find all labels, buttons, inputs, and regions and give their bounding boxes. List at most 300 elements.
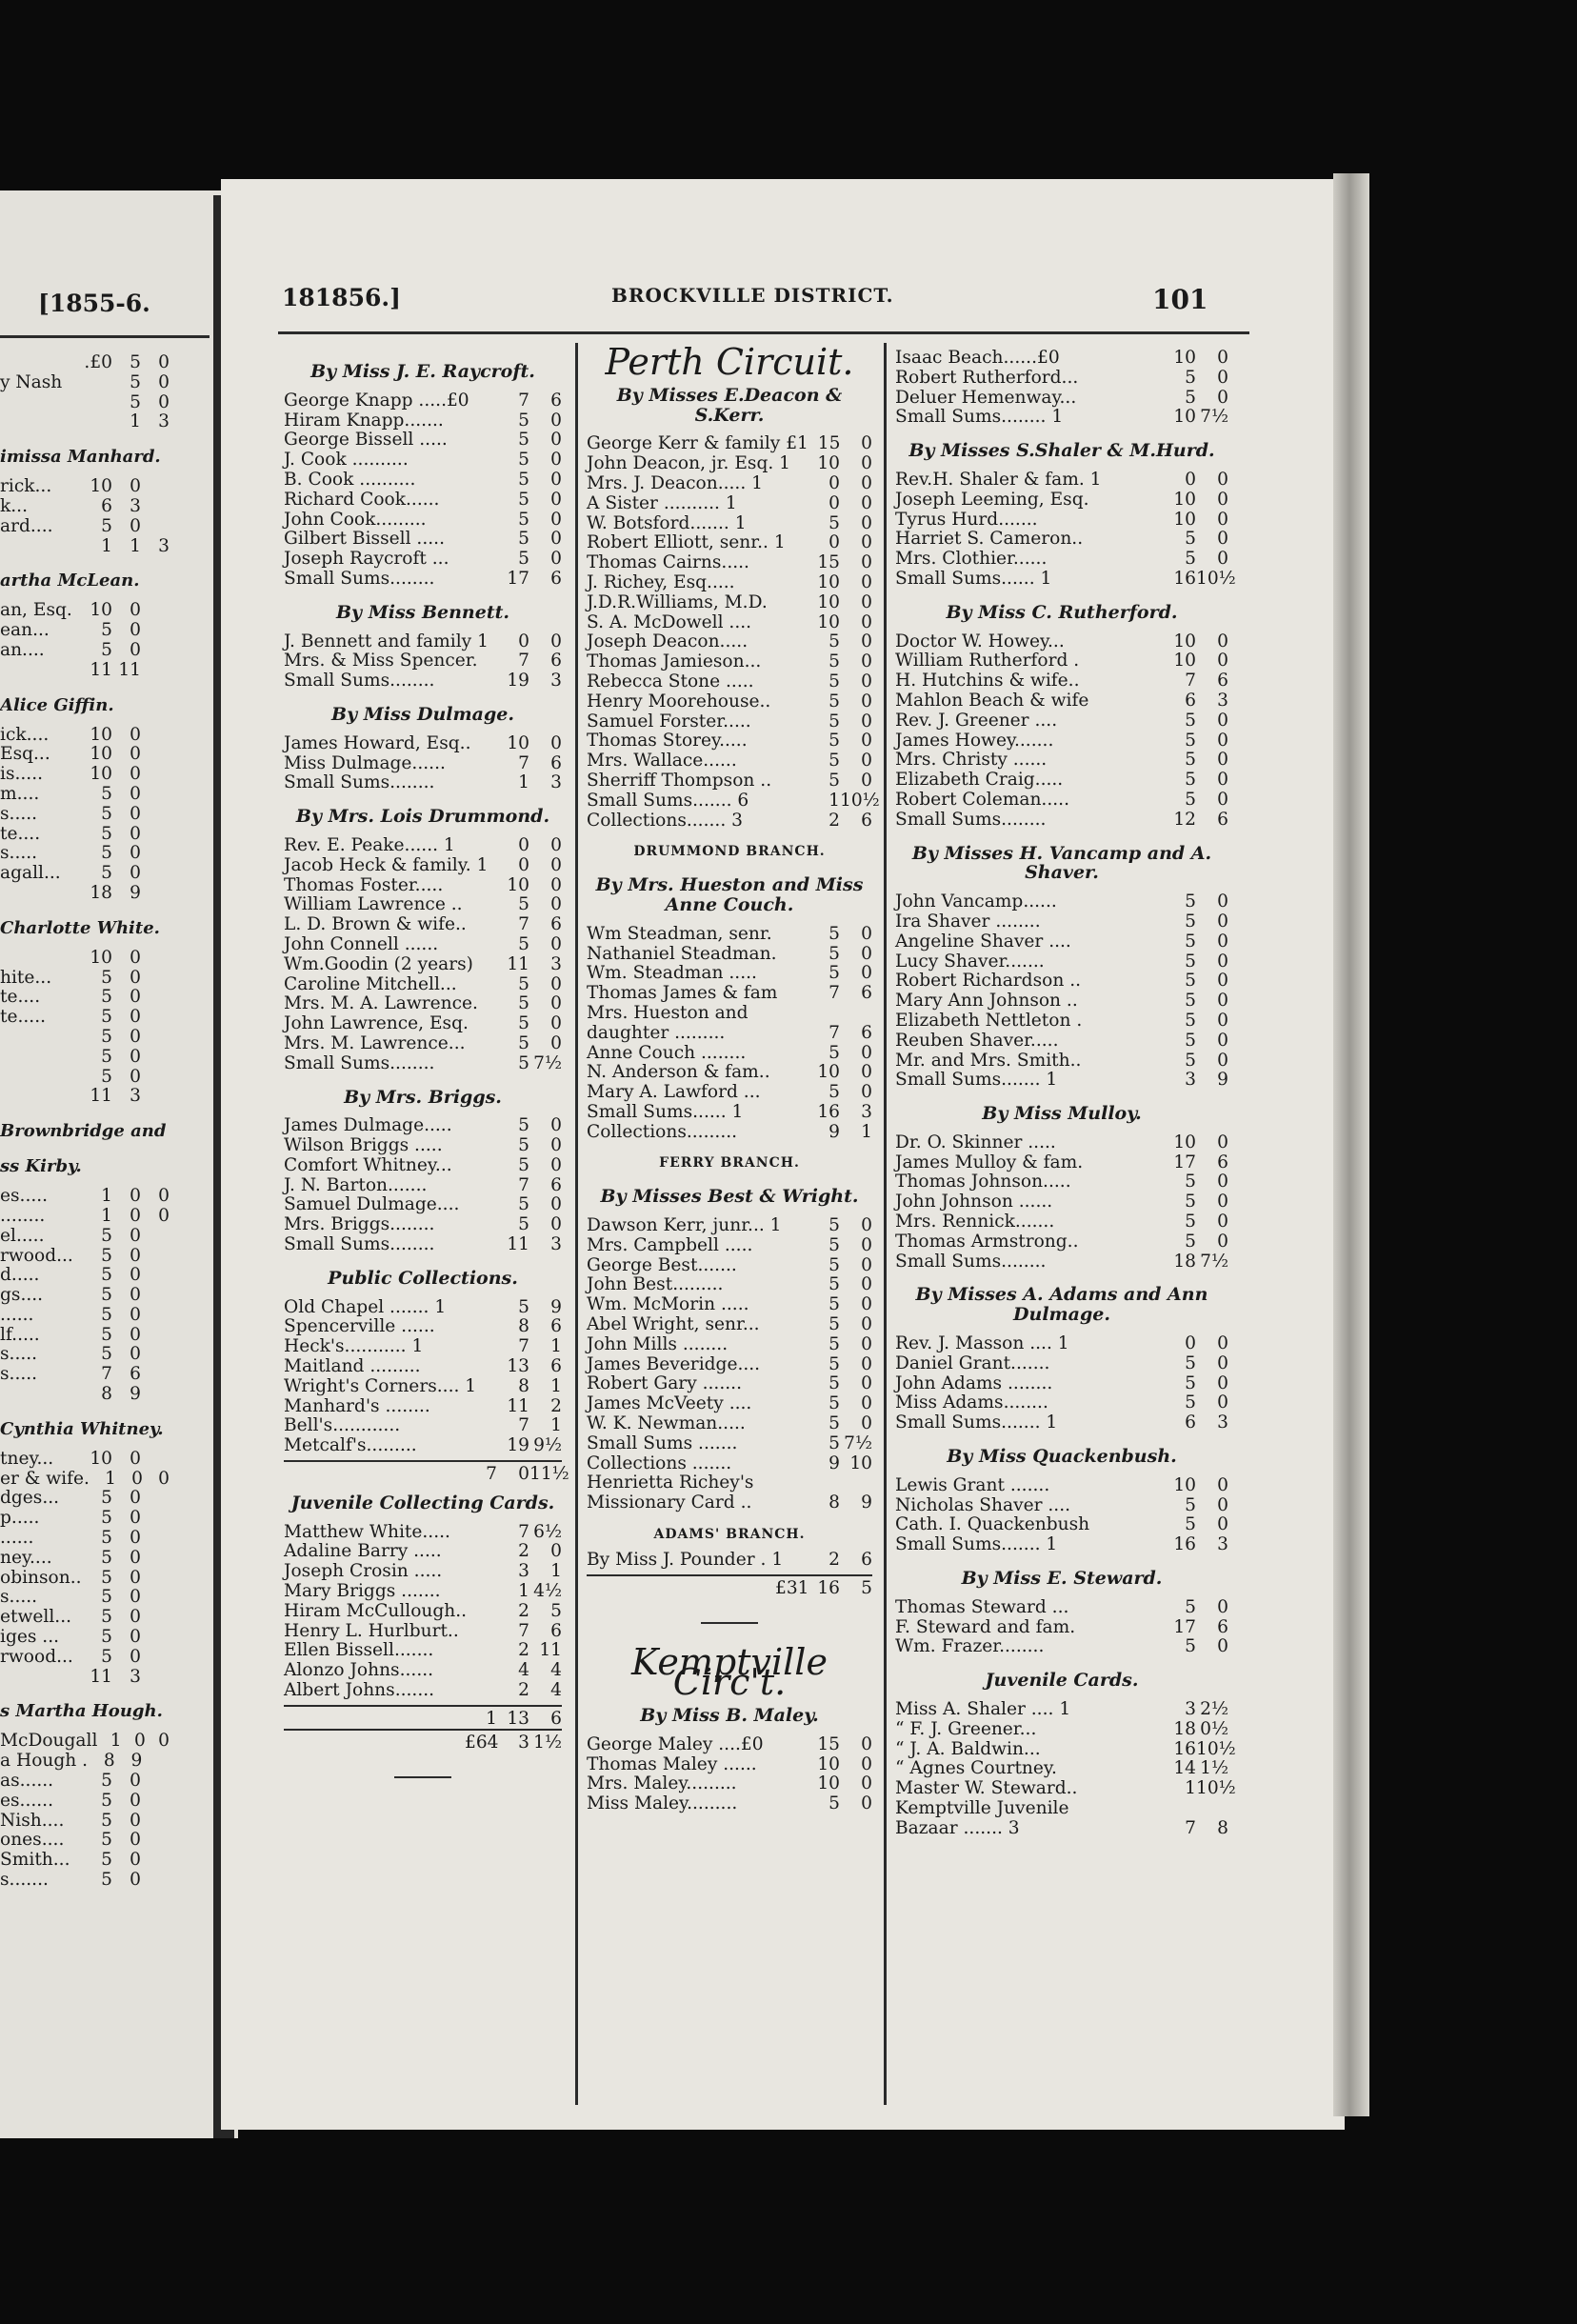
ledger-amount: 1 [550,1561,562,1582]
ledger-name: Small Sums........ [284,1234,435,1255]
left-ledger-name: lf..... [0,1324,40,1345]
ledger-name: George Bissell ..... [284,430,448,451]
left-ledger-amount: 0 [130,600,141,621]
left-ledger-name: dges... [0,1488,60,1509]
left-ledger-amount: 0 [130,967,141,988]
left-ledger-amount: 0 [130,1528,141,1549]
column-2 [587,341,880,1814]
left-ledger-name: ney.... [0,1547,52,1568]
ledger-row [895,731,1228,751]
left-ledger-name: ...... [0,1528,34,1549]
ledger-amount: 0 [861,1062,872,1083]
ledger-name: Miss A. Shaler .... 1 [895,1699,1071,1720]
left-ledger-row [0,476,170,496]
ledger-amount: 6 [861,983,872,1004]
left-ledger-amount [141,1830,170,1850]
ledger-name: John Deacon, jr. Esq. 1 [587,453,791,474]
ledger-name: Mrs. Hueston and [587,1002,749,1023]
ledger-row [284,1705,562,1729]
ledger-amount: 0 [1217,367,1228,388]
ledger-amount: 0 [1217,750,1228,771]
left-ledger-amount: .£0 [84,352,112,372]
left-ledger-amount: 5 [101,1245,112,1266]
ledger-amount: 7½ [533,1052,562,1073]
ledger-amount: 3 [518,1732,529,1753]
ledger-amount [840,1004,872,1024]
ledger-name: L. D. Brown & wife.. [284,914,467,935]
left-ledger-row [0,1587,170,1607]
left-ledger-row [0,1731,170,1751]
ledger-amount: 1 [550,1415,562,1436]
left-ledger-amount: 5 [101,803,112,824]
ledger-amount: 0 [1217,789,1228,810]
ledger-amount: 0 [861,1773,872,1794]
ledger-name: Collections ....... [587,1452,732,1473]
left-ledger-amount [141,1285,170,1305]
ledger-name: Small Sums....... 1 [895,1070,1058,1091]
left-ledger-name [0,536,84,556]
ledger-name: Small Sums...... 1 [895,568,1052,589]
ledger-name: Hiram Knapp....... [284,410,444,431]
ledger-amount: 2 [550,1395,562,1416]
ledger-amount: 0 [1217,1212,1228,1232]
ledger-amount: 6 [550,752,562,773]
left-ledger-name: is..... [0,764,44,785]
ledger-amount [1164,1799,1196,1819]
ledger-amount: 0 [550,1194,562,1215]
ledger-amount: 5 [828,1314,840,1335]
ledger-amount: 0 [550,854,562,875]
left-ledger-amount [141,1246,170,1266]
left-ledger-amount: 0 [130,1627,141,1648]
left-ledger-amount [141,1791,170,1811]
ledger-name: Ira Shaver ........ [895,911,1041,932]
left-ledger-amount: 11 [90,659,112,680]
section-heading: By Misses A. Adams and Ann Dulmage. [915,1284,1208,1326]
left-ledger-row [0,1488,170,1508]
ledger-amount: 0 [861,943,872,964]
ledger-amount [808,1473,840,1493]
left-ledger-amount [141,784,170,804]
ledger-name: William Rutherford . [895,651,1080,671]
ledger-name: Old Chapel ....... 1 [284,1296,447,1317]
ledger-row [587,632,872,652]
ledger-amount: 5 [861,1577,872,1598]
ledger-amount: 0 [1217,710,1228,731]
left-ledger-name: s..... [0,843,38,864]
ledger-row [895,691,1228,711]
ledger-amount: 0 [861,472,872,493]
ledger-name: Mrs. Briggs........ [284,1214,435,1235]
left-ledger-amount [141,1548,170,1568]
ledger-name: “ Agnes Courtney. [895,1758,1057,1779]
left-ledger-amount [141,1007,170,1027]
ledger-amount: 10 [1173,631,1196,651]
ledger-amount: 3 [1185,1070,1196,1091]
left-ledger-name [0,660,84,680]
ledger-row [895,811,1228,831]
ledger-amount: 0½ [1200,1718,1228,1739]
left-ledger-amount: 0 [130,1205,141,1226]
ledger-amount: 15 [817,1733,840,1754]
ledger-name: Mrs. & Miss Spencer. [284,651,478,671]
ledger-amount: 4 [518,1660,529,1681]
ledger-row [895,1535,1228,1555]
ledger-amount [1196,1799,1228,1819]
left-ledger-amount [141,620,170,640]
ledger-name: Jacob Heck & family. 1 [284,854,489,875]
ledger-amount: 19 [507,1435,529,1456]
left-ledger-row [0,1751,170,1771]
ledger-amount: 5 [1185,1596,1196,1617]
ledger-name: J. Cook .......... [284,450,409,471]
left-ledger-amount: 5 [101,1567,112,1588]
left-ledger-amount: 0 [130,823,141,844]
ledger-amount: 14 [1173,1758,1196,1779]
left-ledger-name: te.... [0,823,41,844]
ledger-amount: 1 [828,790,840,811]
ledger-amount [808,1004,840,1024]
ledger-amount: 0 [1217,1132,1228,1152]
ledger-amount: 0 [861,552,872,573]
ledger-name: Small Sums........ [284,1052,435,1073]
ledger-row [895,1515,1228,1535]
ledger-amount: 18 [1173,1251,1196,1272]
left-ledger-amount [141,804,170,824]
left-ledger-name: er & wife. [0,1468,90,1489]
ledger-name: Samuel Dulmage.... [284,1194,460,1215]
left-ledger-amount: 1 [110,1731,122,1752]
ledger-amount: 0 [550,933,562,954]
ledger-name: George Maley ....£0 [587,1733,764,1754]
ledger-row [895,1012,1228,1032]
ledger-name: “ J. A. Baldwin... [895,1738,1041,1759]
ledger-amount: 0 [1217,1514,1228,1535]
ledger-amount: 12 [1173,809,1196,830]
ledger-amount: 5 [518,1032,529,1053]
ledger-row [284,1156,562,1176]
ledger-amount: 1 [1185,1778,1196,1799]
section-heading: By Miss Quackenbush. [947,1446,1177,1468]
left-ledger-amount: 5 [101,620,112,641]
left-ledger-amount [141,496,170,516]
ledger-amount: 2 [518,1640,529,1661]
left-ledger-amount: 5 [101,967,112,988]
ledger-amount: 9 [828,1452,840,1473]
ledger-name: John Lawrence, Esq. [284,1013,469,1034]
ledger-row [284,1377,562,1397]
ledger-name: Kemptville Juvenile [895,1798,1069,1818]
left-ledger-row [0,1607,170,1627]
ledger-amount: 0 [550,469,562,490]
ledger-amount: 6 [861,1022,872,1043]
left-ledger-amount: 18 [90,882,112,903]
left-ledger-row [0,392,170,412]
left-ledger-amount: 0 [130,1771,141,1792]
left-ledger-amount: 5 [101,843,112,864]
left-ledger-name: p..... [0,1508,40,1529]
left-ledger-amount: 5 [101,1066,112,1087]
left-ledger-amount: 3 [130,1086,141,1107]
left-ledger-amount: 5 [101,1304,112,1325]
ledger-amount: 0 [861,571,872,592]
ledger-amount: 0 [1185,1333,1196,1354]
left-ledger-amount: 0 [130,1324,141,1345]
ledger-name: Caroline Mitchell... [284,973,457,994]
ledger-row [284,632,562,652]
ledger-name: James Howey....... [895,730,1054,751]
left-ledger-amount [141,1568,170,1588]
ledger-amount: 5 [828,1353,840,1374]
ledger-row [895,550,1228,570]
ledger-row [284,836,562,856]
ledger-row [587,494,872,514]
ledger-amount: 0 [861,651,872,672]
left-ledger-row [0,600,170,620]
left-ledger-amount: 0 [130,1344,141,1365]
ledger-name: Mrs. Christy ...... [895,750,1048,771]
left-ledger-row [0,784,170,804]
left-ledger-row [0,744,170,764]
ledger-amount: 7 [518,1521,529,1542]
ledger-amount: 10 [1173,1474,1196,1495]
left-ledger-amount [141,725,170,745]
ledger-amount: 6 [550,651,562,671]
ledger-amount: 6 [550,1174,562,1195]
ledger-amount: 5 [1185,730,1196,751]
circuit-title: Kemptville Circ't. [631,1641,828,1704]
ledger-amount: 5 [518,1115,529,1136]
ledger-amount: 16 [817,1101,840,1122]
ledger-amount: 9½ [533,1435,562,1456]
ledger-amount: 0 [1217,1372,1228,1393]
ledger-amount: 10 [507,874,529,895]
left-ledger-name: m.... [0,783,40,804]
ledger-amount: 0 [861,1254,872,1275]
ledger-name: daughter ......... [587,1022,726,1043]
left-ledger-amount [141,843,170,863]
ledger-amount: 0 [861,591,872,612]
ledger-name: Mrs. Wallace...... [587,751,737,771]
left-section-heading: Brownbridge and [0,1121,167,1142]
left-ledger-amount: 0 [130,987,141,1008]
left-ledger-amount: 5 [101,783,112,804]
left-ledger-amount: 5 [101,1026,112,1047]
ledger-row [587,1004,872,1024]
left-ledger-amount: 5 [101,1870,112,1891]
left-ledger-amount: 0 [130,1026,141,1047]
branch-heading: FERRY BRANCH. [659,1155,800,1172]
ledger-amount: 5 [1185,710,1196,731]
left-ledger-row [0,1226,170,1246]
ledger-amount: 6 [1217,1616,1228,1637]
ledger-amount: 5 [1185,951,1196,972]
ledger-amount: 0 [1217,549,1228,570]
left-ledger-row [0,725,170,745]
ledger-name: Small Sums...... 1 [587,1101,744,1122]
left-ledger-amount: 8 [101,1384,112,1405]
ledger-amount: 3 [550,772,562,793]
ledger-amount: 5 [828,1373,840,1394]
left-ledger-row [0,496,170,516]
left-ledger-amount: 0 [130,515,141,536]
ledger-amount: 0 [550,973,562,994]
ledger-name: Missionary Card .. [587,1493,752,1513]
left-ledger-row [0,1449,170,1469]
ledger-row [587,790,880,811]
left-ledger-row [0,1667,170,1687]
ledger-row [587,1236,872,1256]
left-ledger-row [0,1528,170,1548]
ledger-amount: 0 [1217,469,1228,490]
ledger-row [895,1496,1228,1516]
ledger-name: Nicholas Shaver .... [895,1494,1071,1515]
ledger-name: Albert Johns....... [284,1680,435,1701]
left-ledger-name: rwood... [0,1646,73,1667]
ledger-amount: 8 [518,1375,529,1396]
ledger-amount: 0 [550,410,562,431]
left-ledger-row [0,883,170,903]
ledger-amount: 9 [550,1296,562,1317]
left-ledger-amount: 5 [101,1810,112,1831]
left-ledger-name: agall... [0,863,61,884]
left-ledger-amount: 1 [101,1186,112,1207]
ledger-name: Bell's............ [284,1415,401,1436]
left-ledger-amount: 0 [130,1225,141,1246]
ledger-row [587,1774,872,1794]
ledger-name: By Miss J. Pounder . 1 [587,1549,784,1570]
left-ledger-amount: 11 [118,659,141,680]
left-ledger-name: es...... [0,1790,54,1811]
ledger-name: Joseph Leeming, Esq. [895,489,1089,510]
ledger-row [284,391,562,411]
ledger-amount: 10½ [840,790,880,811]
ledger-amount: 10 [817,591,840,612]
ledger-row [587,731,872,751]
ledger-amount: 6 [550,1708,562,1729]
left-ledger-amount [141,883,170,903]
left-ledger-amount: 5 [101,1790,112,1811]
ledger-amount: 0 [861,731,872,751]
ledger-name: Mrs. J. Deacon..... 1 [587,472,763,493]
ledger-amount: 9 [828,1121,840,1142]
ledger-row [587,945,872,965]
ledger-name: John Vancamp...... [895,892,1057,912]
ledger-amount: 11 [507,1234,529,1255]
ledger-amount: 1 [550,1336,562,1357]
left-ledger-amount: 0 [158,371,170,392]
ledger-amount: 7 [828,1022,840,1043]
left-ledger-amount: 0 [130,1186,141,1207]
ledger-amount: 11 [539,1640,562,1661]
ledger-amount: 5 [518,410,529,431]
ledger-name: Deluer Hemenway... [895,387,1077,408]
left-ledger-name [0,411,84,431]
left-ledger-row [0,660,170,680]
header-rule [278,331,1249,334]
ledger-row [895,1476,1228,1496]
branch-heading: DRUMMOND BRANCH. [633,844,826,860]
left-ledger-amount: 0 [130,1265,141,1286]
ledger-amount: 17 [507,568,529,589]
ledger-amount: 5 [828,1432,840,1453]
ledger-amount: 5 [828,651,840,672]
ledger-amount: 5 [828,1215,840,1236]
ledger-amount: 0 [518,834,529,855]
left-ledger-row [0,1791,170,1811]
left-ledger-amount [141,600,170,620]
ledger-name: Metcalf's......... [284,1435,417,1456]
ledger-name: J. Bennett and family 1 [284,631,489,651]
left-ledger-amount: 5 [101,1285,112,1306]
ledger-row [895,408,1228,428]
left-ledger-name: iges ... [0,1627,60,1648]
ledger-amount: 5 [828,631,840,652]
ledger-name: Small Sums ....... [587,1432,738,1453]
ledger-amount: £31 [775,1577,809,1598]
ledger-amount: 6 [1185,690,1196,711]
left-ledger-amount: 0 [130,1870,141,1891]
ledger-row [284,1416,562,1436]
ledger-row [895,1637,1228,1657]
ledger-amount: 13 [507,1356,529,1377]
ledger-amount: 0 [861,1393,872,1414]
ledger-name: Robert Elliott, senr.. 1 [587,532,786,553]
ledger-row [895,771,1228,791]
ledger-amount: 5 [1185,529,1196,550]
ledger-row [284,1661,562,1681]
ledger-amount: 10½ [1196,568,1236,589]
ledger-amount: 11 [507,1395,529,1416]
ledger-amount: 10½ [1196,1738,1236,1759]
ledger-row [284,550,562,570]
ledger-row [587,1295,872,1315]
ledger-amount: 15 [817,552,840,573]
left-ledger-amount [141,1384,170,1404]
right-page [221,179,1345,2130]
ledger-row [895,1052,1228,1072]
left-ledger-amount: 5 [101,1646,112,1667]
ledger-amount: 0 [1217,1192,1228,1212]
left-ledger-row [0,1830,170,1850]
left-ledger-row [0,1206,170,1226]
left-section-subheading: ss Kirby. [0,1156,82,1177]
ledger-row [284,1397,562,1417]
left-ledger-amount: 0 [130,783,141,804]
ledger-amount: 7 [518,1174,529,1195]
ledger-amount: 0 [518,631,529,651]
left-ledger-row [0,411,170,431]
ledger-row [587,1335,872,1355]
left-ledger-amount: 5 [101,515,112,536]
ledger-amount: 11½ [529,1464,569,1485]
ledger-amount: 5 [1185,1352,1196,1373]
ledger-name: Mary Briggs ....... [284,1581,441,1602]
ledger-name: Elizabeth Nettleton . [895,1010,1083,1031]
ledger-row [587,964,872,984]
left-ledger-amount: 0 [130,724,141,745]
left-ledger-amount [141,1325,170,1345]
ledger-amount: 0 [1217,770,1228,791]
ledger-amount: 0 [861,611,872,632]
ledger-name: John Adams ........ [895,1372,1053,1393]
ledger-amount: 0 [1217,489,1228,510]
short-rule [394,1776,451,1778]
left-ledger-amount: 0 [158,1186,170,1207]
left-ledger-name: s..... [0,1344,38,1365]
ledger-row [284,1136,562,1156]
ledger-row [284,734,562,754]
